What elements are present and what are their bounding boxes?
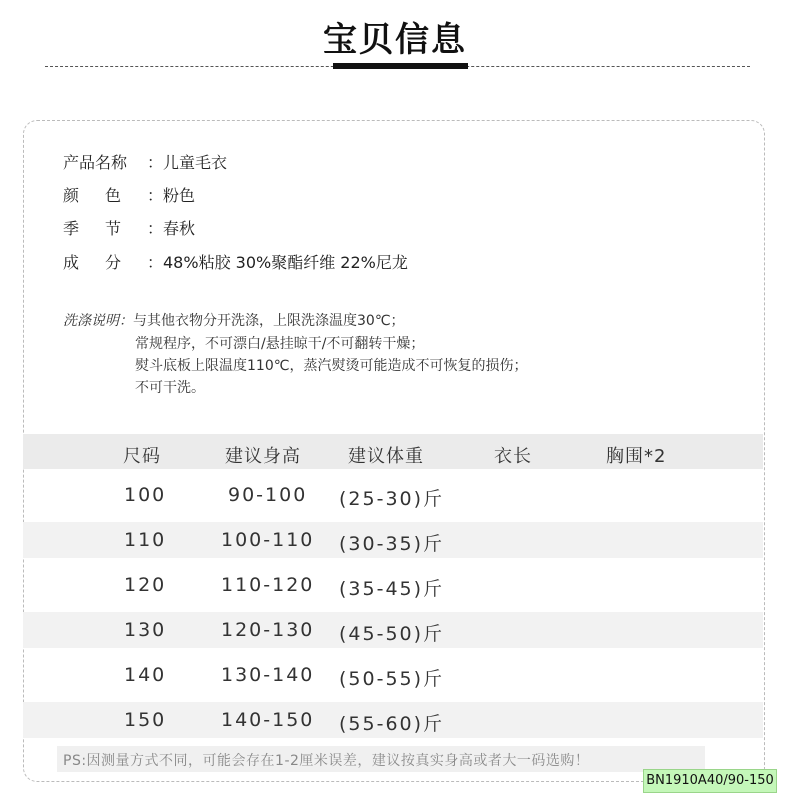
cell-weight: (30-35)斤	[339, 533, 445, 555]
care-line-1	[63, 310, 405, 330]
care-line-2: 常规程序，不可漂白/悬挂晾干/不可翻转干燥；	[135, 336, 425, 352]
info-row-season	[63, 216, 195, 240]
size-table-header	[23, 434, 763, 469]
care-text: 与其他衣物分开洗涤，上限洗涤温度30℃；	[133, 313, 405, 329]
product-code-badge: BN1910A40/90-150	[643, 769, 777, 793]
info-label: 颜色	[63, 186, 148, 205]
info-row-composition	[63, 250, 408, 274]
title-underline-bar	[333, 63, 468, 69]
cell-size: 110	[124, 529, 167, 551]
info-label: 季节	[63, 219, 148, 238]
table-row	[23, 657, 763, 693]
info-value: 儿童毛衣	[163, 153, 228, 172]
cell-height: 120-130	[221, 619, 315, 641]
cell-size: 120	[124, 574, 167, 596]
cell-weight: (55-60)斤	[339, 713, 445, 735]
cell-height: 100-110	[221, 529, 315, 551]
table-row	[23, 522, 763, 558]
cell-size: 130	[124, 619, 167, 641]
info-colon: ：	[147, 219, 164, 238]
info-value: 48%粘胶 30%聚酯纤维 22%尼龙	[163, 253, 408, 272]
care-line-4: 不可干洗。	[135, 380, 205, 396]
care-line-3: 熨斗底板上限温度110℃，蒸汽熨烫可能造成不可恢复的损伤；	[135, 358, 528, 374]
header-chest: 胸围*2	[606, 446, 667, 467]
cell-size: 100	[124, 484, 167, 506]
info-colon: ：	[147, 253, 164, 272]
info-value: 粉色	[163, 186, 196, 205]
cell-height: 130-140	[221, 664, 315, 686]
info-colon: ：	[147, 153, 164, 172]
info-value: 春秋	[163, 219, 196, 238]
cell-height: 140-150	[221, 709, 315, 731]
info-label: 成分	[63, 253, 148, 272]
info-row-product-name	[63, 150, 227, 174]
table-row	[23, 702, 763, 738]
cell-size: 140	[124, 664, 167, 686]
info-label: 产品名称	[63, 153, 128, 172]
header-length: 衣长	[494, 446, 532, 467]
table-row	[23, 612, 763, 648]
page-title: 宝贝信息	[323, 20, 467, 60]
info-row-color	[63, 183, 195, 207]
table-row	[23, 567, 763, 603]
header-weight: 建议体重	[348, 446, 424, 467]
header-size: 尺码	[123, 446, 161, 467]
table-row	[23, 477, 763, 513]
cell-weight: (50-55)斤	[339, 668, 445, 690]
header-height: 建议身高	[225, 446, 301, 467]
cell-height: 90-100	[228, 484, 308, 506]
cell-weight: (35-45)斤	[339, 578, 445, 600]
cell-size: 150	[124, 709, 167, 731]
care-label: 洗涤说明：	[63, 313, 133, 329]
cell-height: 110-120	[221, 574, 315, 596]
ps-note: PS:因测量方式不同，可能会存在1-2厘米误差，建议按真实身高或者大一码选购！	[63, 753, 590, 769]
cell-weight: (25-30)斤	[339, 488, 445, 510]
info-colon: ：	[147, 186, 164, 205]
cell-weight: (45-50)斤	[339, 623, 445, 645]
